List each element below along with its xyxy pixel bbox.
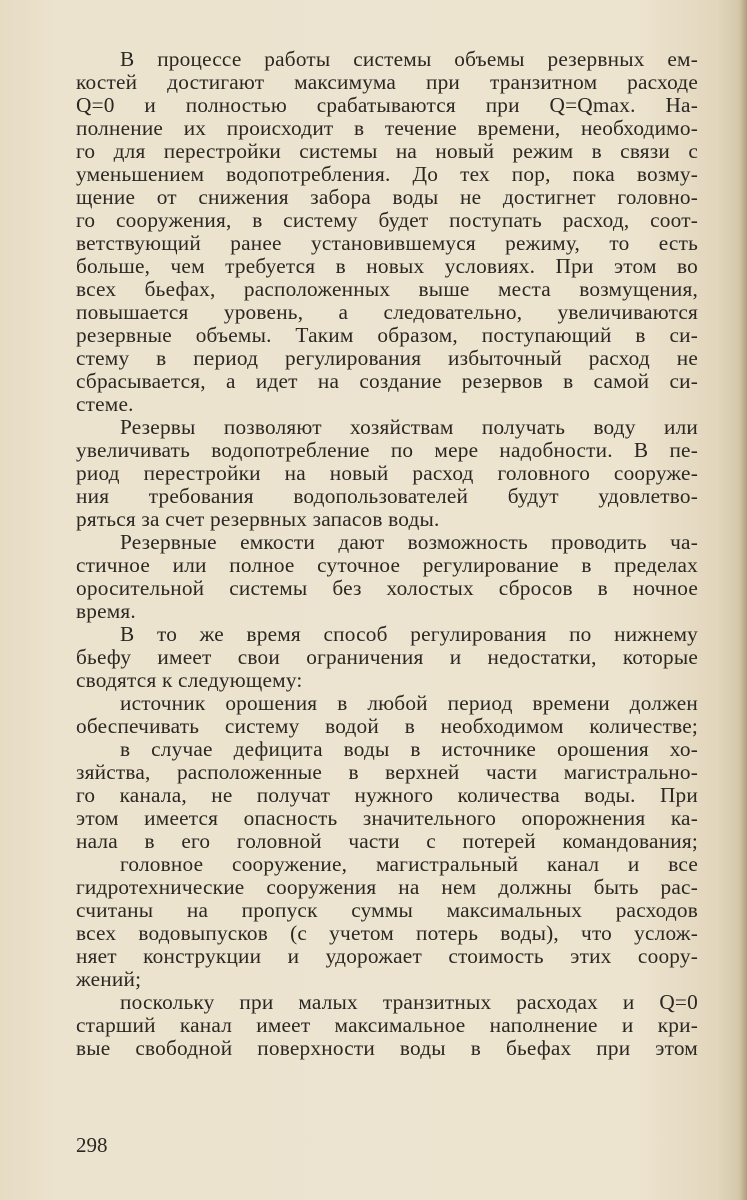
text-line: риод перестройки на новый расход головного сооруже- bbox=[76, 461, 698, 485]
text-line: увеличивать водопотребление по мере надобности. В пе- bbox=[76, 438, 698, 462]
text-line: оросительной системы без холостых сбросов в ночное bbox=[76, 576, 698, 600]
text-line: сводятся к следующему: bbox=[76, 668, 303, 692]
text-line: ветствующий ранее установившемуся режиму, то есть bbox=[76, 231, 698, 255]
text-line: Резервные емкости дают возможность проводить ча- bbox=[120, 530, 698, 554]
text-line: источник орошения в любой период времени должен bbox=[120, 691, 698, 715]
text-line: больше, чем требуется в новых условиях. При этом во bbox=[76, 254, 698, 278]
page-edge-shadow bbox=[739, 0, 747, 1200]
text-line: повышается уровень, а следовательно, увеличиваются bbox=[76, 300, 698, 324]
text-line: щение от снижения забора воды не достигнет головно- bbox=[76, 185, 698, 209]
text-line: го для перестройки системы на новый режим в связи с bbox=[76, 139, 698, 163]
text-line: этом имеется опасность значительного опорожнения ка- bbox=[76, 806, 698, 830]
text-line: стеме. bbox=[76, 392, 134, 416]
body-text bbox=[76, 48, 698, 1060]
text-line: стичное или полное суточное регулирование в пределах bbox=[76, 553, 698, 577]
text-line: костей достигают максимума при транзитном расходе bbox=[76, 70, 698, 94]
text-line: полнение их происходит в течение времени, необходимо- bbox=[76, 116, 698, 140]
text-line: резервные объемы. Таким образом, поступающий в си- bbox=[76, 323, 698, 347]
text-line: нала в его головной части с потерей командования; bbox=[76, 829, 698, 853]
text-line: го канала, не получат нужного количества воды. При bbox=[76, 783, 698, 807]
text-line: вые свободной поверхности воды в бьефах при этом bbox=[76, 1036, 698, 1060]
text-line: старший канал имеет максимальное наполнение и кри- bbox=[76, 1013, 698, 1037]
text-line: стему в период регулирования избыточный расход не bbox=[76, 346, 698, 370]
text-line: обеспечивать систему водой в необходимом количестве; bbox=[76, 714, 698, 738]
text-line: в случае дефицита воды в источнике орошения хо- bbox=[120, 737, 698, 761]
text-line: В то же время способ регулирования по нижнему bbox=[120, 622, 698, 646]
text-line: гидротехнические сооружения на нем должны быть рас- bbox=[76, 875, 698, 899]
text-line: го сооружения, в систему будет поступать расход, соот- bbox=[76, 208, 698, 232]
text-line: считаны на пропуск суммы максимальных расходов bbox=[76, 898, 698, 922]
text-line: головное сооружение, магистральный канал и все bbox=[120, 852, 698, 876]
text-line: бьефу имеет свои ограничения и недостатки, которые bbox=[76, 645, 698, 669]
text-line: время. bbox=[76, 599, 136, 623]
text-line: Q=0 и полностью срабатываются при Q=Qmax. На- bbox=[76, 93, 698, 117]
text-line: Резервы позволяют хозяйствам получать воду или bbox=[120, 415, 698, 439]
text-line: сбрасывается, а идет на создание резервов в самой си- bbox=[76, 369, 698, 393]
text-line: В процессе работы системы объемы резервных ем- bbox=[120, 47, 698, 71]
text-line: всех водовыпусков (с учетом потерь воды), что услож- bbox=[76, 921, 698, 945]
text-line: поскольку при малых транзитных расходах и Q=0 bbox=[120, 990, 698, 1014]
text-line: ния требования водопользователей будут удовлетво- bbox=[76, 484, 698, 508]
text-line: ряться за счет резервных запасов воды. bbox=[76, 507, 440, 531]
text-line: всех бьефах, расположенных выше места возмущения, bbox=[76, 277, 698, 301]
text-line: няет конструкции и удорожает стоимость этих соору- bbox=[76, 944, 698, 968]
text-line: зяйства, расположенные в верхней части магистрально- bbox=[76, 760, 698, 784]
text-line: уменьшением водопотребления. До тех пор, пока возму- bbox=[76, 162, 698, 186]
text-line: жений; bbox=[76, 967, 142, 991]
page-number: 298 bbox=[76, 1133, 108, 1157]
